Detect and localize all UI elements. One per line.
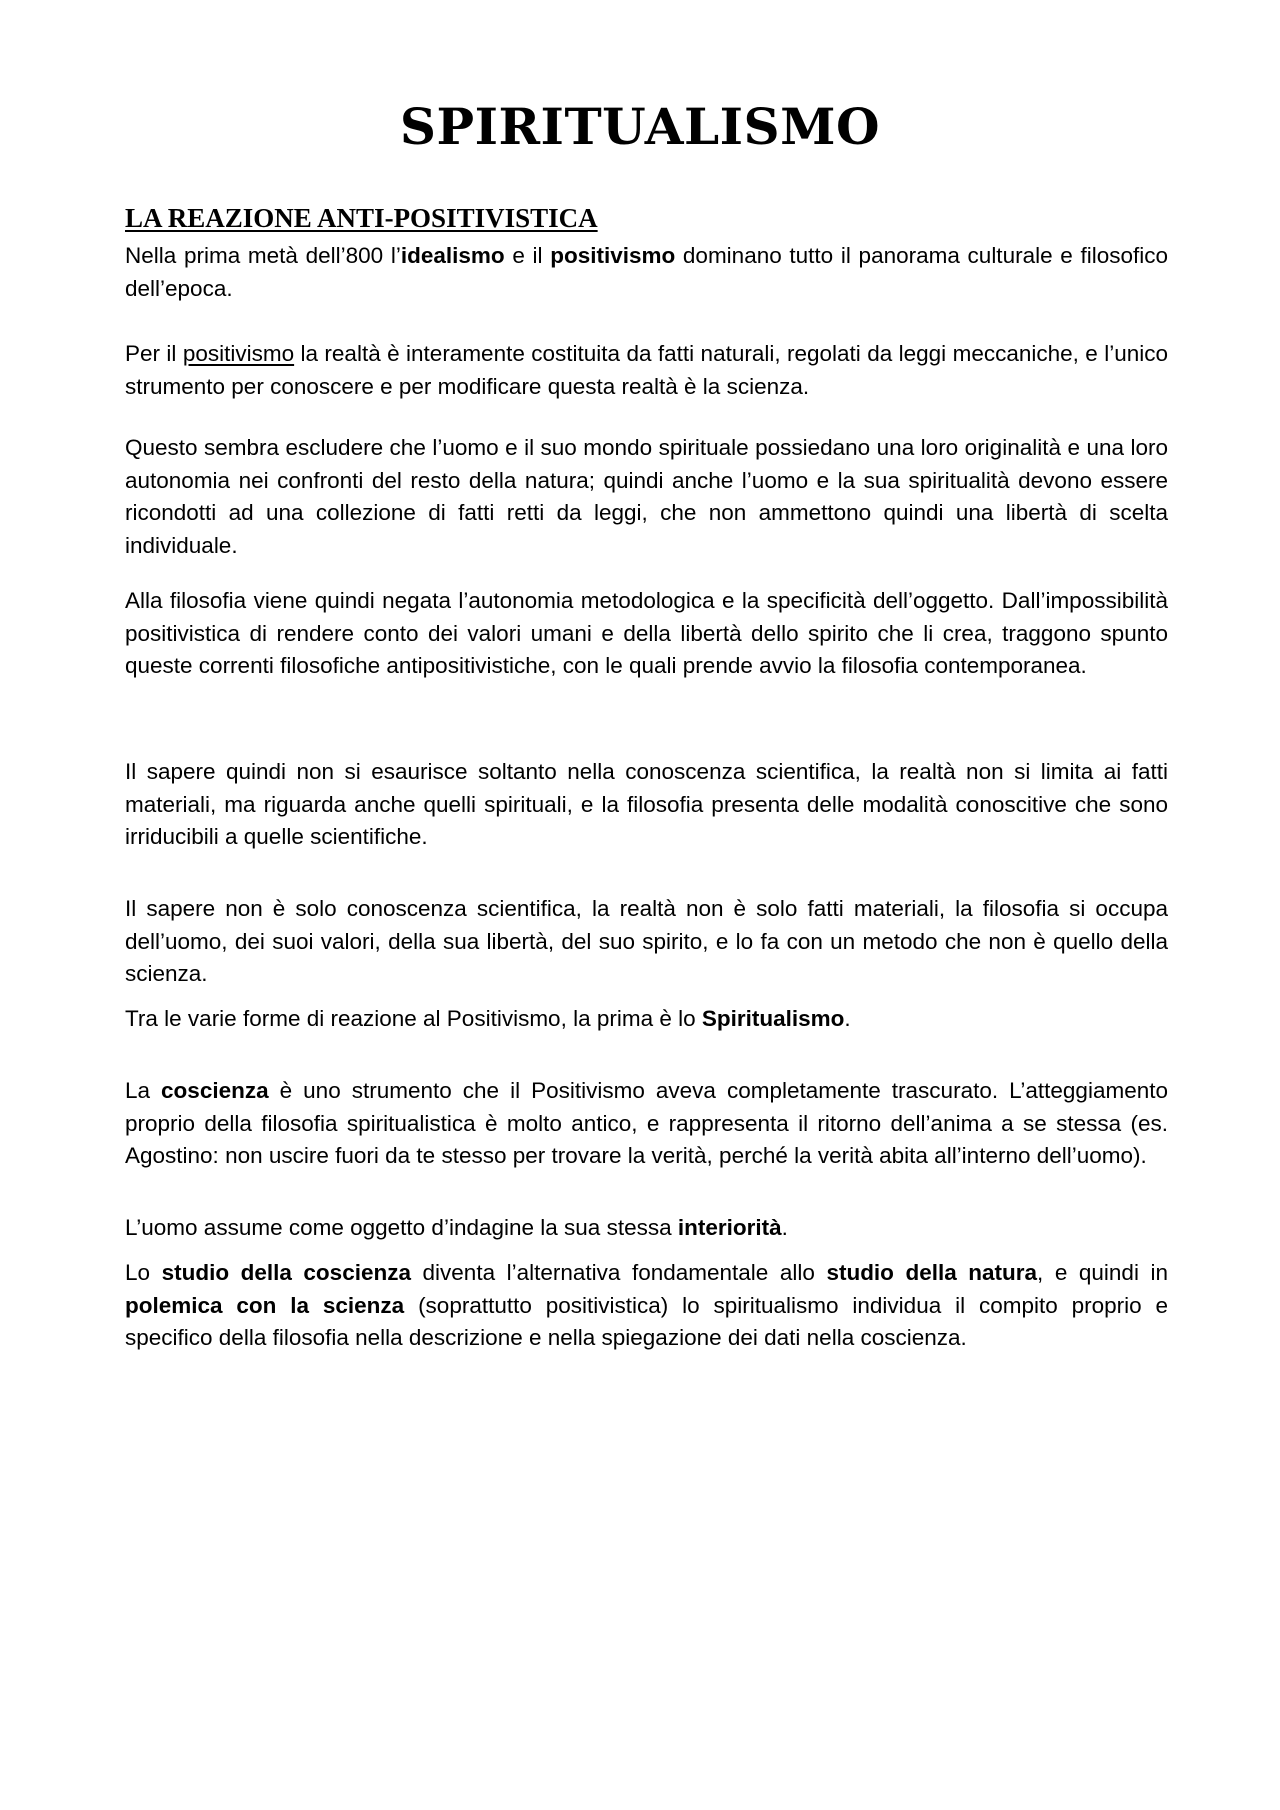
p2-underlined-positivismo: positivismo (182, 341, 295, 366)
document-title: SPIRITUALISMO (399, 97, 881, 156)
p7-text-c: . (844, 1006, 851, 1031)
p1-text-a: Nella prima metà dell’800 l’ (125, 243, 401, 268)
p8-bold-coscienza: coscienza (161, 1078, 269, 1103)
paragraph-5: Il sapere quindi non si esaurisce soltanto nella conoscenza scientifica, la realtà non si limita ai fatti materiali, ma riguarda anche quelli spirituali, e la filosofia presenta delle modalità conoscitive che sono irriducibili a quelle scientifiche. (125, 759, 1168, 849)
p1-text-c: e il (504, 243, 551, 268)
paragraph-4: Alla filosofia viene quindi negata l’autonomia metodologica e la specificità dell’oggetto. Dall’impossibilità positivistica di rendere conto dei valori umani e della libertà dello spirito che li crea, traggono spunto queste correnti filosofiche antipositivistiche, con le quali prende avvio la filosofia contemporanea. (125, 588, 1168, 678)
paragraph-3: Questo sembra escludere che l’uomo e il suo mondo spirituale possiedano una loro originalità e una loro autonomia nei confronti del resto della natura; quindi anche l’uomo e la sua spiritualità devono essere ricondotti ad una collezione di fatti retti da leggi, che non ammettono quindi una libertà di scelta individuale. (125, 435, 1168, 558)
paragraph-9 (125, 1212, 1168, 1245)
p9-text-a: L’uomo assume come oggetto d’indagine la sua stessa (125, 1215, 678, 1240)
p10-text-a: Lo (125, 1260, 162, 1285)
paragraph-2 (125, 338, 1168, 403)
paragraph-1 (125, 240, 1168, 305)
p8-text-a: La (125, 1078, 162, 1103)
p10-bold-polemica: polemica con la scienza (125, 1292, 405, 1318)
p1-bold-idealismo: idealismo (400, 243, 505, 268)
p8-text-c: è uno strumento che il Positivismo aveva completamente trascurato. L’atteggiamento proprio della filosofia spiritualistica è molto antico, e rappresenta il ritorno dell’anima a se stessa (es. Agostino: non uscire fuori da te stesso per trovare la verità, perché la verità abita all’interno dell’uomo). (125, 1078, 1168, 1168)
p2-text-a: Per il (125, 341, 183, 366)
paragraph-6: Il sapere non è solo conoscenza scientifica, la realtà non è solo fatti materiali, la filosofia si occupa dell’uomo, dei suoi valori, della sua libertà, del suo spirito, e lo fa con un metodo che non è quello della scienza. (125, 896, 1168, 986)
p7-bold-spiritualismo: Spiritualismo (701, 1006, 845, 1031)
section-heading: LA REAZIONE ANTI-POSITIVISTICA (125, 203, 598, 233)
p1-text-e: dominano tutto il panorama culturale e filosofico dell’epoca. (125, 243, 1169, 301)
p9-text-c: . (781, 1215, 788, 1240)
p7-text-a: Tra le varie forme di reazione al Positivismo, la prima è lo (125, 1006, 702, 1031)
p10-text-e: , e quindi in (1037, 1260, 1168, 1285)
p10-bold-studio-coscienza: studio della coscienza (161, 1260, 411, 1285)
paragraph-8 (125, 1075, 1168, 1173)
paragraph-7 (125, 1003, 1168, 1036)
p2-text-c: la realtà è interamente costituita da fatti naturali, regolati da leggi meccaniche, e l’unico strumento per conoscere e per modificare questa realtà è la scienza. (125, 341, 1168, 399)
p10-text-g: (soprattutto positivistica) lo spiritualismo individua il compito proprio e specifico della filosofia nella descrizione e nella spiegazione dei dati nella coscienza. (125, 1292, 1169, 1350)
p10-bold-studio-natura: studio della natura (826, 1260, 1038, 1285)
p9-bold-interiorita: interiorità (677, 1215, 782, 1240)
p1-bold-positivismo: positivismo (550, 243, 676, 268)
paragraph-10 (125, 1257, 1168, 1355)
p10-text-c: diventa l’alternativa fondamentale allo (410, 1260, 827, 1285)
